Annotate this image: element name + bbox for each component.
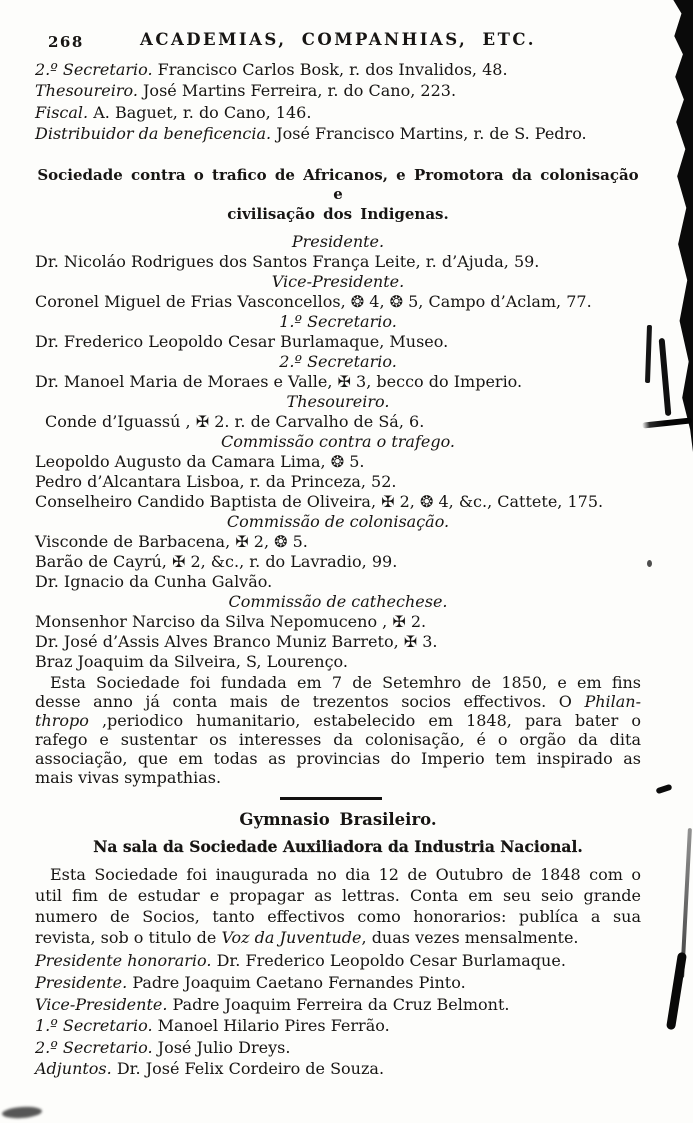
society-title-line: civilisação dos Indigenas. — [227, 204, 449, 223]
section-divider — [280, 797, 382, 800]
officer-line — [35, 994, 641, 1016]
member-line: Leopoldo Augusto da Camara Lima, ❂ 5. — [35, 452, 365, 472]
scan-artifact-binding-edge — [669, 0, 693, 452]
member-line: Monsenhor Narciso da Silva Nepomuceno , ✠ 2. — [35, 612, 427, 632]
officer-role: 1.º Secretario. — [35, 1016, 153, 1036]
officer-text: José Martins Ferreira, r. do Cano, 223. — [143, 81, 457, 101]
scan-artifact — [655, 784, 672, 795]
member-line: Braz Joaquim da Silveira, S, Lourenço. — [35, 652, 348, 672]
section-heading: Commissão contra o trafego. — [220, 432, 456, 452]
officer-line — [35, 1037, 641, 1059]
officer-role: Thesoureiro. — [35, 81, 138, 101]
officer-line — [35, 123, 641, 144]
officer-role: Adjuntos. — [35, 1059, 112, 1079]
member-line: Dr. José d’Assis Alves Branco Muniz Barreto, ✠ 3. — [35, 632, 438, 652]
paragraph-line: revista, sob o titulo de Voz da Juventude, duas vezes mensalmente. — [35, 928, 579, 948]
scan-artifact — [642, 417, 692, 428]
section-heading: Thesoureiro. — [286, 392, 390, 412]
paragraph-line: mais vivas sympathias. — [35, 767, 222, 787]
member-line: Dr. Nicoláo Rodrigues dos Santos França Leite, r. d’Ajuda, 59. — [35, 252, 540, 272]
section-heading: Vice-Presidente. — [271, 272, 405, 292]
gymnasio-title: Gymnasio Brasileiro. — [239, 809, 437, 829]
scan-artifact — [659, 338, 672, 416]
paragraph-line: numero de Socios, tanto effectivos como honorarios: publíca a sua — [35, 906, 641, 926]
member-line: Dr. Manoel Maria de Moraes e Valle, ✠ 3, becco do Imperio. — [35, 372, 523, 392]
officer-role: Vice-Presidente. — [35, 994, 168, 1014]
officer-role: Fiscal. — [35, 102, 89, 122]
society-roster — [35, 232, 641, 672]
scan-artifact — [666, 952, 687, 1030]
officer-text: Padre Joaquim Ferreira da Cruz Belmont. — [172, 994, 510, 1014]
officer-text: José Francisco Martins, r. de S. Pedro. — [276, 124, 587, 144]
paragraph-line: Esta Sociedade foi fundada em 7 de Setemhro de 1850, e em fins — [50, 673, 641, 693]
section-heading: 1.º Secretario. — [279, 312, 397, 332]
paragraph-line: rafego e sustentar os interesses da colonisação, é o orgão da dita — [35, 729, 641, 749]
paragraph-line: desse anno já conta mais de trezentos socios effectivos. O Philan- — [35, 692, 641, 712]
officer-role: 2.º Secretario. — [35, 60, 153, 79]
member-line: Barão de Cayrú, ✠ 2, &c., r. do Lavradio, 99. — [35, 552, 398, 572]
section-heading: 2.º Secretario. — [279, 352, 397, 372]
section-heading: Commissão de cathechese. — [228, 592, 448, 612]
gymnasio-officers-list — [35, 950, 641, 1080]
officer-line — [35, 1015, 641, 1037]
member-line: Dr. Frederico Leopoldo Cesar Burlamaque, Museo. — [35, 332, 449, 352]
officer-text: A. Baguet, r. do Cano, 146. — [93, 102, 312, 122]
officer-text: Dr. José Felix Cordeiro de Souza. — [116, 1059, 385, 1079]
officer-line — [35, 102, 641, 123]
officer-role: 2.º Secretario. — [35, 1037, 153, 1057]
member-line: Conselheiro Candido Baptista de Oliveira, ✠ 2, ❂ 4, &c., Cattete, 175. — [35, 492, 604, 512]
section-heading: Commissão de colonisação. — [226, 512, 450, 532]
member-line: Coronel Miguel de Frias Vasconcellos, ❂ 4, ❂ 5, Campo d’Aclam, 77. — [35, 292, 592, 312]
officer-line — [35, 972, 641, 994]
member-line: Conde d’Iguassú , ✠ 2. r. de Carvalho de Sá, 6. — [45, 412, 425, 432]
officer-role: Presidente. — [35, 972, 128, 992]
running-title: ACADEMIAS, COMPANHIAS, ETC. — [140, 30, 536, 49]
scan-artifact — [645, 325, 652, 383]
officer-role: Distribuidor da beneficencia. — [35, 124, 272, 144]
member-line: Visconde de Barbacena, ✠ 2, ❂ 5. — [35, 532, 308, 552]
officer-line — [35, 950, 641, 972]
society-title — [35, 166, 641, 225]
page-header — [35, 30, 641, 54]
paragraph-line: associação, que em todas as provincias do Imperio tem inspirado as — [35, 748, 641, 768]
gymnasio-subtitle: Na sala da Sociedade Auxiliadora da Industria Nacional. — [93, 836, 583, 856]
page-number: 268 — [48, 33, 84, 51]
top-officers-list — [35, 59, 641, 145]
officer-line — [35, 1058, 641, 1080]
scan-artifact — [2, 1106, 43, 1120]
officer-text: José Julio Dreys. — [157, 1037, 291, 1057]
officer-text: Padre Joaquim Caetano Fernandes Pinto. — [132, 972, 466, 992]
paragraph-line: util fim de estudar e propagar as lettras. Conta em seu seio grande — [35, 885, 641, 905]
officer-text: Manoel Hilario Pires Ferrão. — [157, 1016, 390, 1036]
society-paragraph — [35, 674, 641, 787]
officer-text: Francisco Carlos Bosk, r. dos Invalidos, 48. — [157, 60, 508, 79]
member-line: Pedro d’Alcantara Lisboa, r. da Princeza, 52. — [35, 472, 397, 492]
scan-artifact — [647, 560, 652, 567]
paragraph-line: thropo ,periodico humanitario, estabelecido em 1848, para bater o — [35, 710, 641, 730]
society-title-line: Sociedade contra o trafico de Africanos, e Promotora da colonisação e — [37, 165, 639, 204]
officer-line — [35, 80, 641, 101]
paragraph-line: Esta Sociedade foi inaugurada no dia 12 de Outubro de 1848 com o — [50, 864, 641, 884]
member-line: Dr. Ignacio da Cunha Galvão. — [35, 572, 273, 592]
section-heading: Presidente. — [291, 232, 385, 252]
officer-text: Dr. Frederico Leopoldo Cesar Burlamaque. — [216, 951, 566, 971]
officer-role: Presidente honorario. — [35, 951, 212, 971]
officer-line — [35, 59, 641, 80]
page-content — [35, 0, 641, 1080]
gymnasio-paragraph — [35, 864, 641, 949]
